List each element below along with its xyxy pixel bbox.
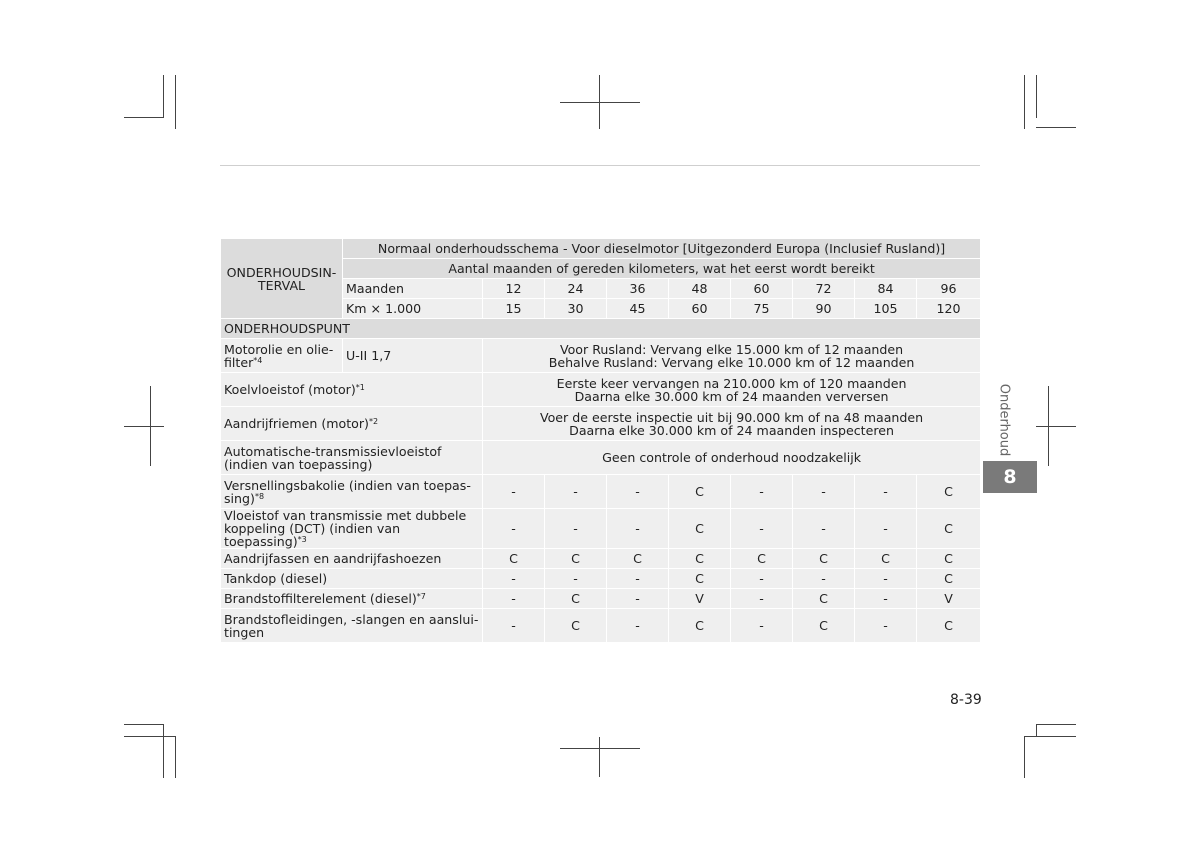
km-cell: 120 <box>917 299 981 319</box>
schedule-cell: - <box>731 609 793 643</box>
schedule-cell: - <box>793 509 855 549</box>
schedule-cell: C <box>607 549 669 569</box>
km-cell: 90 <box>793 299 855 319</box>
item-label: Aandrijfassen en aandrijfashoezen <box>221 549 483 569</box>
months-cell: 84 <box>855 279 917 299</box>
page-number: 8-39 <box>950 692 982 708</box>
schedule-cell: - <box>731 509 793 549</box>
schedule-cell: C <box>793 609 855 643</box>
schedule-cell: - <box>793 569 855 589</box>
table-row <box>221 373 981 407</box>
schedule-cell: - <box>545 475 607 509</box>
item-spec: U-II 1,7 <box>343 339 483 373</box>
table-row <box>221 509 981 549</box>
item-label: Motorolie en olie-filter$^{*4}$ <box>221 339 343 373</box>
km-label: Km × 1.000 <box>343 299 483 319</box>
months-cell: 60 <box>731 279 793 299</box>
schedule-cell: - <box>607 609 669 643</box>
schedule-cell: - <box>731 589 793 609</box>
maintenance-schedule-table <box>220 238 981 643</box>
schedule-cell: - <box>607 509 669 549</box>
schedule-cell: - <box>855 569 917 589</box>
schedule-cell: - <box>855 509 917 549</box>
table-row <box>221 569 981 589</box>
item-label: Automatische-transmissievloeistof (indien van toepassing) <box>221 441 483 475</box>
km-cell: 60 <box>669 299 731 319</box>
schedule-cell: C <box>669 569 731 589</box>
schedule-cell: C <box>917 549 981 569</box>
schedule-cell: C <box>731 549 793 569</box>
schedule-cell: - <box>483 609 545 643</box>
schedule-cell: - <box>607 475 669 509</box>
header-rule <box>220 165 980 166</box>
chapter-side-label <box>984 380 1024 460</box>
schedule-cell: C <box>669 509 731 549</box>
schedule-cell: - <box>483 475 545 509</box>
schedule-cell: C <box>793 589 855 609</box>
schedule-cell: - <box>483 589 545 609</box>
schedule-cell: - <box>545 569 607 589</box>
km-cell: 15 <box>483 299 545 319</box>
schedule-cell: C <box>917 569 981 589</box>
schedule-cell: - <box>607 569 669 589</box>
table-row <box>221 609 981 643</box>
schedule-cell: - <box>545 509 607 549</box>
table-subtitle: Aantal maanden of gereden kilometers, wat het eerst wordt bereikt <box>343 259 981 279</box>
months-cell: 72 <box>793 279 855 299</box>
table-title: Normaal onderhoudsschema - Voor dieselmotor [Uitgezonderd Europa (Inclusief Rusland)] <box>343 239 981 259</box>
schedule-cell: - <box>855 475 917 509</box>
table-row <box>221 475 981 509</box>
schedule-cell: C <box>793 549 855 569</box>
schedule-cell: C <box>545 549 607 569</box>
table-row <box>221 407 981 441</box>
schedule-cell: C <box>483 549 545 569</box>
table-row <box>221 441 981 475</box>
schedule-cell: - <box>483 509 545 549</box>
interval-header: ONDERHOUDSIN-TERVAL <box>221 239 343 319</box>
item-interval-text: Eerste keer vervangen na 210.000 km of 120 maanden Daarna elke 30.000 km of 24 maanden verversen <box>483 373 981 407</box>
table-row <box>221 549 981 569</box>
months-cell: 48 <box>669 279 731 299</box>
item-interval-text: Voer de eerste inspectie uit bij 90.000 km of na 48 maanden Daarna elke 30.000 km of 24 maanden inspecteren <box>483 407 981 441</box>
schedule-cell: - <box>731 475 793 509</box>
months-cell: 24 <box>545 279 607 299</box>
item-label: Vloeistof van transmissie met dubbele koppeling (DCT) (indien van toepassing)$^{*3}$ <box>221 509 483 549</box>
schedule-cell: - <box>793 475 855 509</box>
schedule-cell: C <box>917 609 981 643</box>
km-cell: 75 <box>731 299 793 319</box>
section-label: ONDERHOUDSPUNT <box>221 319 981 339</box>
schedule-cell: V <box>917 589 981 609</box>
item-label: Brandstofleidingen, -slangen en aanslui-tingen <box>221 609 483 643</box>
schedule-cell: C <box>669 549 731 569</box>
months-cell: 96 <box>917 279 981 299</box>
item-label: Koelvloeistof (motor)$^{*1}$ <box>221 373 483 407</box>
chapter-number-tab: 8 <box>983 461 1037 493</box>
schedule-cell: - <box>607 589 669 609</box>
schedule-cell: C <box>545 589 607 609</box>
schedule-cell: C <box>917 475 981 509</box>
km-cell: 105 <box>855 299 917 319</box>
schedule-cell: - <box>731 569 793 589</box>
item-label: Brandstoffilterelement (diesel)$^{*7}$ <box>221 589 483 609</box>
item-label: Tankdop (diesel) <box>221 569 483 589</box>
schedule-cell: C <box>669 609 731 643</box>
months-cell: 12 <box>483 279 545 299</box>
item-label: Versnellingsbakolie (indien van toepas-sing)$^{*8}$ <box>221 475 483 509</box>
schedule-cell: C <box>917 509 981 549</box>
item-label: Aandrijfriemen (motor)$^{*2}$ <box>221 407 483 441</box>
table-row <box>221 339 981 373</box>
km-cell: 45 <box>607 299 669 319</box>
item-interval-text: Voor Rusland: Vervang elke 15.000 km of 12 maanden Behalve Rusland: Vervang elke 10.000 km of 12 maanden <box>483 339 981 373</box>
schedule-cell: C <box>545 609 607 643</box>
item-interval-text: Geen controle of onderhoud noodzakelijk <box>483 441 981 475</box>
months-cell: 36 <box>607 279 669 299</box>
schedule-cell: V <box>669 589 731 609</box>
table-row <box>221 589 981 609</box>
schedule-cell: - <box>855 589 917 609</box>
chapter-side-label-text: Onderhoud <box>996 383 1012 457</box>
schedule-cell: C <box>669 475 731 509</box>
months-label: Maanden <box>343 279 483 299</box>
schedule-cell: - <box>483 569 545 589</box>
schedule-cell: - <box>855 609 917 643</box>
km-cell: 30 <box>545 299 607 319</box>
schedule-cell: C <box>855 549 917 569</box>
